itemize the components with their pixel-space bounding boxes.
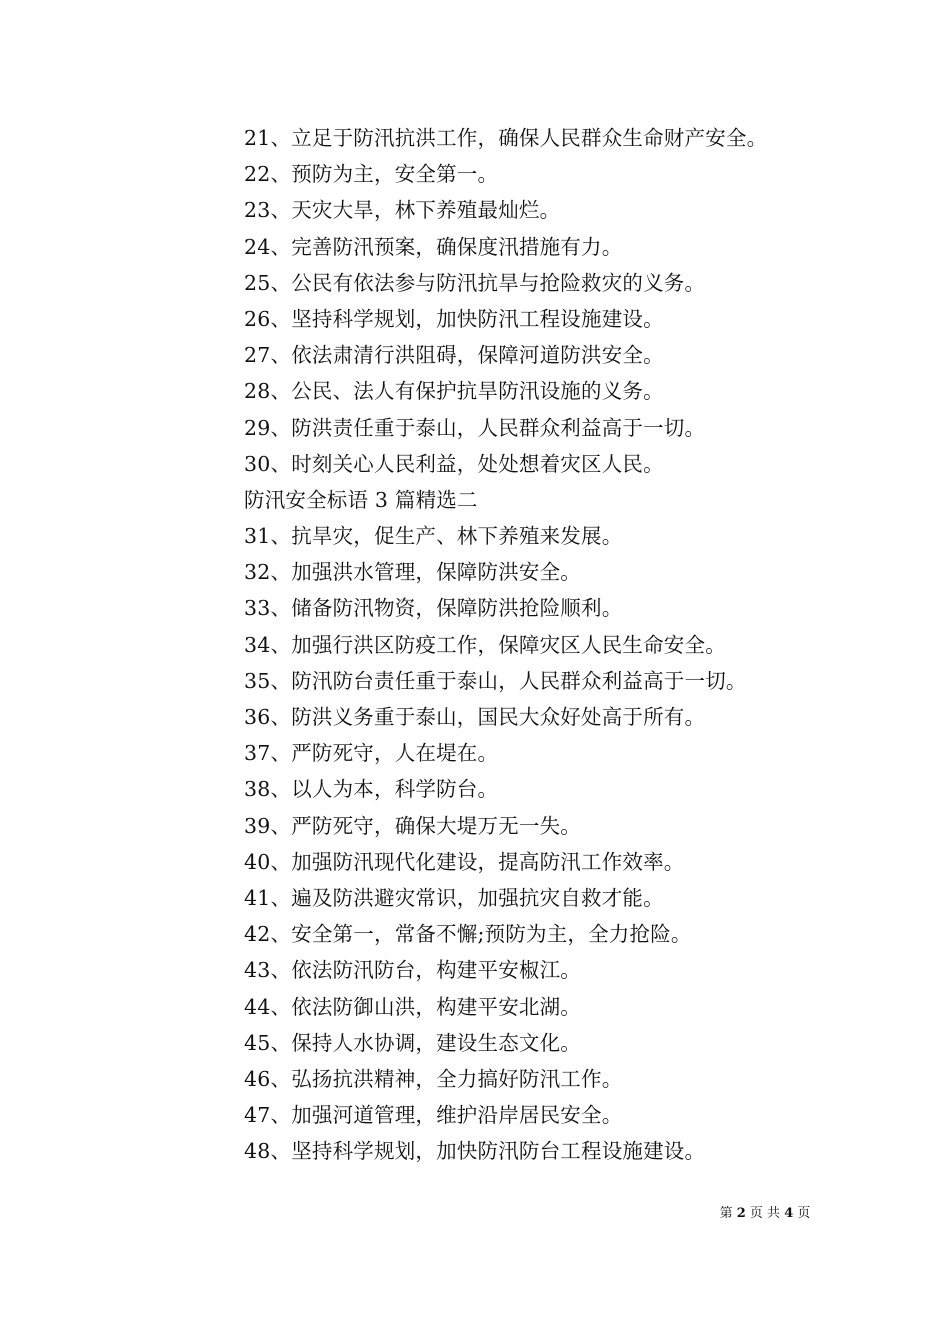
item-text: 弘扬抗洪精神，全力搞好防汛工作。 (291, 1066, 623, 1091)
item-text: 立足于防汛抗洪工作，确保人民群众生命财产安全。 (291, 126, 768, 150)
item-number: 24 (244, 234, 271, 259)
item-number: 37 (244, 741, 271, 766)
item-separator: 、 (270, 958, 292, 983)
item-separator: 、 (270, 777, 292, 802)
slogan-list (244, 120, 864, 1169)
item-separator: 、 (270, 632, 292, 657)
item-number: 33 (244, 596, 271, 621)
list-item (244, 916, 864, 952)
item-number: 38 (244, 777, 271, 802)
item-separator: 、 (270, 705, 292, 729)
item-text: 加强防汛现代化建设，提高防汛工作效率。 (291, 849, 685, 874)
item-separator: 、 (270, 126, 292, 150)
item-number: 30 (244, 451, 271, 476)
list-item (244, 844, 864, 880)
item-separator: 、 (270, 1030, 292, 1055)
item-separator: 、 (270, 813, 292, 838)
item-separator: 、 (270, 1103, 292, 1128)
item-text: 储备防汛物资，保障防洪抢险顺利。 (291, 596, 623, 621)
item-number: 44 (244, 994, 271, 1019)
item-separator: 、 (270, 343, 292, 368)
list-item (244, 446, 864, 482)
item-separator: 、 (270, 994, 292, 1019)
section-heading: 防汛安全标语 3 篇精选二 (244, 487, 478, 512)
list-item (244, 1097, 864, 1133)
item-number: 40 (244, 849, 271, 874)
item-number: 36 (244, 705, 271, 729)
item-number: 41 (244, 885, 271, 910)
footer-middle: 页 共 (749, 1206, 781, 1221)
item-text: 依法防汛防台，构建平安椒江。 (291, 958, 582, 983)
item-separator: 、 (270, 668, 292, 693)
footer-suffix: 页 (797, 1206, 811, 1221)
item-text: 公民有依法参与防汛抗旱与抢险救灾的义务。 (291, 270, 706, 295)
list-item (244, 808, 864, 844)
item-separator: 、 (270, 451, 292, 476)
item-separator: 、 (270, 198, 292, 223)
item-text: 严防死守，人在堤在。 (291, 741, 499, 766)
item-text: 加强洪水管理，保障防洪安全。 (291, 560, 582, 585)
item-number: 29 (244, 415, 271, 440)
item-text: 遍及防洪避灾常识，加强抗灾自救才能。 (291, 885, 664, 910)
item-separator: 、 (270, 741, 292, 766)
item-separator: 、 (270, 1066, 292, 1091)
current-page-number: 2 (736, 1206, 746, 1221)
list-item (244, 156, 864, 192)
item-separator: 、 (270, 306, 292, 331)
item-number: 35 (244, 668, 271, 693)
item-separator: 、 (270, 922, 292, 947)
item-number: 28 (244, 379, 271, 404)
item-separator: 、 (270, 849, 292, 874)
item-separator: 、 (270, 379, 292, 404)
list-item (244, 229, 864, 265)
list-item (244, 265, 864, 301)
item-text: 坚持科学规划，加快防汛防台工程设施建设。 (291, 1139, 706, 1164)
item-text: 安全第一，常备不懈;预防为主，全力抢险。 (291, 922, 692, 947)
item-number: 32 (244, 560, 271, 585)
list-item (244, 1025, 864, 1061)
list-item (244, 192, 864, 228)
item-separator: 、 (270, 885, 292, 910)
list-item (244, 120, 864, 156)
list-item (244, 301, 864, 337)
item-number: 46 (244, 1066, 271, 1091)
item-separator: 、 (270, 560, 292, 585)
item-text: 防汛防台责任重于泰山，人民群众利益高于一切。 (291, 668, 747, 693)
item-number: 42 (244, 922, 271, 947)
item-text: 严防死守，确保大堤万无一失。 (291, 813, 582, 838)
item-number: 25 (244, 270, 271, 295)
total-page-number: 4 (784, 1206, 794, 1221)
item-number: 39 (244, 813, 271, 838)
list-item (244, 337, 864, 373)
item-text: 加强行洪区防疫工作，保障灾区人民生命安全。 (291, 632, 726, 657)
item-separator: 、 (270, 415, 292, 440)
item-number: 34 (244, 632, 271, 657)
item-text: 防洪责任重于泰山，人民群众利益高于一切。 (291, 415, 706, 440)
item-number: 31 (244, 524, 271, 549)
item-number: 27 (244, 343, 271, 368)
item-number: 45 (244, 1030, 271, 1055)
item-text: 天灾大旱，林下养殖最灿烂。 (291, 198, 561, 223)
footer-prefix: 第 (719, 1206, 733, 1221)
list-item (244, 880, 864, 916)
item-number: 23 (244, 198, 271, 223)
item-separator: 、 (270, 524, 292, 549)
item-text: 时刻关心人民利益，处处想着灾区人民。 (291, 451, 664, 476)
item-text: 公民、法人有保护抗旱防汛设施的义务。 (291, 379, 664, 404)
item-number: 22 (244, 162, 271, 187)
item-text: 预防为主，安全第一。 (291, 162, 499, 187)
list-item (244, 627, 864, 663)
item-number: 43 (244, 958, 271, 983)
list-item (244, 518, 864, 554)
list-item (244, 989, 864, 1025)
item-number: 47 (244, 1103, 271, 1128)
item-separator: 、 (270, 162, 292, 187)
item-number: 26 (244, 306, 271, 331)
item-separator: 、 (270, 1139, 292, 1164)
list-item (244, 554, 864, 590)
item-number: 48 (244, 1139, 271, 1164)
item-separator: 、 (270, 234, 292, 259)
item-text: 依法肃清行洪阻碍，保障河道防洪安全。 (291, 343, 664, 368)
item-text: 加强河道管理，维护沿岸居民安全。 (291, 1103, 623, 1128)
item-separator: 、 (270, 596, 292, 621)
item-text: 保持人水协调，建设生态文化。 (291, 1030, 582, 1055)
list-item (244, 952, 864, 988)
item-text: 抗旱灾，促生产、林下养殖来发展。 (291, 524, 623, 549)
list-item (244, 1133, 864, 1169)
item-number: 21 (244, 126, 271, 150)
item-text: 坚持科学规划，加快防汛工程设施建设。 (291, 306, 664, 331)
list-item (244, 771, 864, 807)
list-item (244, 1061, 864, 1097)
item-text: 完善防汛预案，确保度汛措施有力。 (291, 234, 623, 259)
list-item (244, 590, 864, 626)
item-text: 防洪义务重于泰山，国民大众好处高于所有。 (291, 705, 706, 729)
list-item (244, 410, 864, 446)
list-item (244, 699, 864, 735)
item-text: 以人为本，科学防台。 (291, 777, 499, 802)
item-separator: 、 (270, 270, 292, 295)
list-item (244, 735, 864, 771)
list-item (244, 373, 864, 409)
item-text: 依法防御山洪，构建平安北湖。 (291, 994, 582, 1019)
list-item (244, 663, 864, 699)
page-footer (700, 1206, 830, 1222)
